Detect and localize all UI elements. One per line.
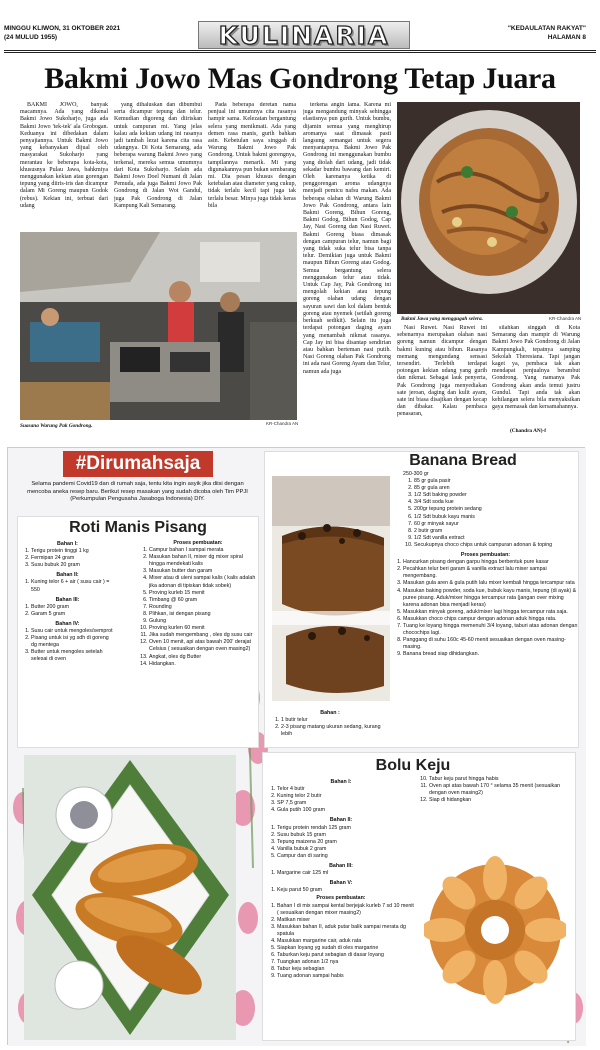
bolu-ingredients: Bahan I: 1. Telor 4 butir 2. Kuning telor 2 butir 3. SP 7,5 gram 4. Gula putih 100 gram Bahan II: 1. Terigu protein rendah 125 gram 2. Susu bubuk 15 gram 3. Tepung maizena 20 gram 4. Vanilla bubuk 2 gram 5. Campur dan di saring Bahan III: 1. Margarine cair 125 ml Bahan V: 1. Keju parut 50 gram Proses pembuatan: 1. Bahan I di mix sampai kental berjejak kurleb 7 sd 10 menit ( sesuaikan dengan mixer masing2) 2. Matikan mixer 3. Masukkan bahan II, aduk putar balik sampai merata dg spatula 4. Masukkan margarine cair, aduk rata 5. Siapkan loyang yg sudah di oles margarine 6. Taburkan keju parut sebagian di dasar loyang 7. Tuangkan adonan 1/2 nya 8. Tabur keju sebagian 9. Tuang adonan sampai habis [266,776,416,981]
roti-title: Roti Manis Pisang [69,519,207,536]
bakmi-photo-caption: Bakmi Jawa yang menggugah selera. [401,316,483,322]
warung-photo [20,232,297,420]
section-masthead: KULINARIA [198,21,410,49]
publication-info: "KEDAULATAN RAKYAT" HALAMAN 8 [507,25,586,41]
header-rule [4,50,596,51]
bolu-steps-cont: 10. Tabur keju parut hingga habis 11. Oven api atas bawah 170 ° selama 35 menit (sesuaikan dengan oven masing2) 12. Siap di hidangkan [418,776,573,804]
article-signoff: (Chandra AN)-f [510,428,547,434]
bakmi-photo [397,102,580,314]
warung-photo-caption: Suasana Warung Pak Gondrong. [20,423,93,429]
article-col-3: Pada beberapa deretan nama penjual ini umumnya cita rasanya hampir sama. Kelezatan bergantung selera yang menikmati. Ada yang demen rasa manis, gurih bahkan asin. Kebetulan saya singgah di Warung Bakmi Jowo Pak Gondrong. Untuk bakmi gorengnya, tampilannya menarik. Mi yang digunakannya pun bukan sembarang mi. Dia pesan khusus dengan ketebalan atau diameter yang cukup, tidak terlalu kecil tapi juga tak terlalu besar. Minya juga tidak keras bila [208,102,296,209]
recipe-intro: Selama pandemi Covid19 dan di rumah saja, tentu kita ingin asyik jika diisi dengan mencoba aneka resep baru. Berikut resep masakan yang sudah dicoba oleh Tim PPJI (Perkumpulan Pengusaha Jasaboga Indonesia) DIY. [27,481,248,502]
article-col-5: Nasi Ruwet. Nasi Ruwet ini sebenarnya merupakan olahan nasi goreng namun dicampur dengan bakmi kuning atau bihun. Rasanya memang mengundang sensasi tersendiri. Terlebih terdapat potongan kekian udang yang gurih dan nikmat. Sebagai lauk penyerta, Pak Gondrong juga menyediakan sate jeroan, daging dan kulit ayam, sate ini biasa disajikan dengan kecap dan dibakar. Kalau pembaca penasaran, [397,325,487,418]
bolu-title: Bolu Keju [375,757,451,774]
banana-title: Banana Bread [409,452,517,469]
bakmi-photo-credit: KR-Chandra AN [549,316,582,321]
header-rule-2 [4,52,596,53]
bolu-photo [424,830,566,1025]
banana-bahan: Bahan : 1. 1 butir telur 2. 2-3 pisang matang ukuran sedang, kurang lebih [270,707,390,738]
article-col-6: silahkan singgah di Kota Semarang dan mampir di Warung Bakmi Jowo Pak Gondrong di Jalan Kampungkali, tepatnya samping Sekolah Theresiana. Tapi jangan kaget ya, pembaca tak akan mendapat penjualnya berambut Gondrong. Yang namanya Pak Gondrong akan anda temui justru Gundul. Tapi anda tak akan kehilangan selera bila menyaksikan gaya memasak dan kersamahannya. [492,325,580,411]
roti-ingredients: Bahan I: 1. Terigu protein tinggi 1 kg 2. Fermipan 24 gram 3. Susu bubuk 20 gram Bahan II: 1. Kuning telor 6 + air ( susu cair ) = 550 Bahan III: 1. Butter 200 gram 2. Garam 5 gram Bahan IV: 1. Susu cair untuk mengoles/semprot 2. Pisang untuk isi yg sdh di goreng dg mentega 3. Butter untuk mengoles setelah selesai di oven [20,538,115,664]
article-headline: Bakmi Jowo Mas Gondrong Tetap Juara [44,62,556,95]
dirumahsaja-tag: #Dirumahsaja [63,451,213,477]
roti-photo [24,755,236,1040]
article-col-4: terkena angin lama. Karena mi juga mengandung minyak sehingga elastisnya pun gurih. Untuk bumbu, dijamin semua yang menghirup aromanya saat dimasak pasti langsung semangat untuk segera menyantapnya. Bakmi Jowo Pak Gondrong ini menggunakan bumbu yang diolah dari udang, jadi tidak sekadar bumbu bawang dan kemiri. Oleh karenanya ketika di penggorengan aroma udangnya menjadi pemicu nafsu makan. Ada beberapa olahan di Warung Bakmi Jowo Pak Gondrong, antara lain Bakmi Goreng, Bihun Goreng, Bakmi Godog, Bihun Godog, Cap Jay, Nasi Goreng dan Nasi Ruwet. Bakmi Goreng biasa dimasak dengan campuran telur, namun bagi yang tidak suka telur bisa tanpa telur. Demikian juga untuk Bakmi maupun Bihun Goreng atau Godog. Semua bergantung selera menggunakan telur atau tidak. Untuk Cap Jay, Pak Gondrong ini mengolah kekian atau tepung goreng olahan udang dengan sayuran sawi dan kol dalam bentuk goreng atau nyemek (setilah goreng berkuah sedikit). Selain itu juga terdapat potongan daging ayam yang menambah nikmat rasanya. Cap Jay ini bisa disantap sendirian atau bahkan berteman nasi putih. Nasi Goreng olahan Pak Gondrong ini ada nasi Goreng Ayam dan Telur, namun ada juga [303,102,391,375]
issue-date: MINGGU KLIWON, 31 OKTOBER 2021 (24 MULUD 1955) [4,25,121,41]
banana-ingredients: 250-300 gr 1. 85 gr gula pasir 2. 85 gr gula aren 3. 1/2 Sdt baking powder 4. 3/4 Sdt soda kue 5. 200gr tepung protein sedang 6. 1/2 Sdt bubuk kayu manis 7. 60 gr minyak sayur 8. 2 butir gram 9. 1/2 Sdt vanilla extract 10. Secukupnya choco chips untuk campuran adonan & toping Proses pembuatan: 1. Hancurkan pisang dengan garpu hingga berbentuk pure kasar 2. Pecahkan telur beri garam & vanilla extract lalu mixer sampai mengembang. 3. Masukan gula aren & gula putih lalu mixer kembali hingga tercampur rata 4. Masukan baking powder, soda kue, bubuk kayu manis, tepung (di ayak) & puree pisang. Aduk/mixer hingga tercampur rata (jangan over mixing karena adonan bisa menjadi keras) 5. Masukkan minyak goreng, aduk/mixer lagi hingga tercampur rata saja. 6. Masukkan choco chips campur dengan adonan aduk hingga rata. 7. Tuang ke loyang hingga memenuhi 3/4 loyang, taburi atas adonan dengan chocochips lagi. 8. Panggang di suhu 160c 45-60 menit sesuaikan dengan oven masing-masing. 9. Banana bread siap dihidangkan. [392,471,579,658]
warung-photo-credit: KR-Chandra AN [266,421,299,426]
article-col-1: BAKMI JOWO, banyak macamnya. Ada yang dikenal Bakmi Jowo Sukoharjo, juga ada Bakmi Jowo 'tek-tek' ala Grobogan. Keduanya ini dibedakan dalam penyajiannya. Untuk Bakmi Jowo yang kebanyakan dijual oleh masyarakat Sukoharjo yang merantau ke beberapa kota-kota, khususnya Pulau Jawa, bahkmiya menggunakan kekian atau gorengan tepung yang diiris-iris dan dicampur dalam Mi Goreng maupun Godok (rebus). Kekian ini, terbuat dari udang [20,102,108,209]
banana-photo [272,476,390,701]
roti-steps: Proses pembuatan: 1. Campur bahan I sampai merata 2. Masukan bahan II, mixer dg mixer spiral hingga mendekati kalis 3. Masukan butter dan garam 4. Mixer atau di uleni sampai kalis ( kalis adalah jika adonan di tipiskan tidak sobek) 5. Proving kurleb 15 menit 6. Timbang @ 60 gram 7. Rounding 8. Plihkan, isi dengan pisang 9. Gulung 10. Proving kurlen 60 menit 11. Jika sudah mengembang , oles dg susu cair 12. Oven 10 menit, api atas bawah 200' derajat Celsius ( sesuaikan dengan oven masing2) 13. Angkat, oles dg Butter 14. Hidangkan. [138,538,258,668]
article-col-2: yang dihaluskan dan dibumbui serta dicampur tepung dan telur. Kemudian digoreng dan diiriskan untuk campuran mi. Yang jelas kalau ada kekian udang ini rasanya jadi tambah lezat karena cita rasa udangnya. Di Kota Semarang, ada beberapa warung Bakmi Jowo yang terkenal, mereka semua umumnya dari Kota Sukoharjo. Selain ada Bakmi Jowo Doel Numani di Jalan Pemuda, ada juga Bakmi Jowo Pak Gondrong di Jalan Wot Gandul, juga Pak Gondrong di Jalan Kampung Kali Semarang. [114,102,202,209]
